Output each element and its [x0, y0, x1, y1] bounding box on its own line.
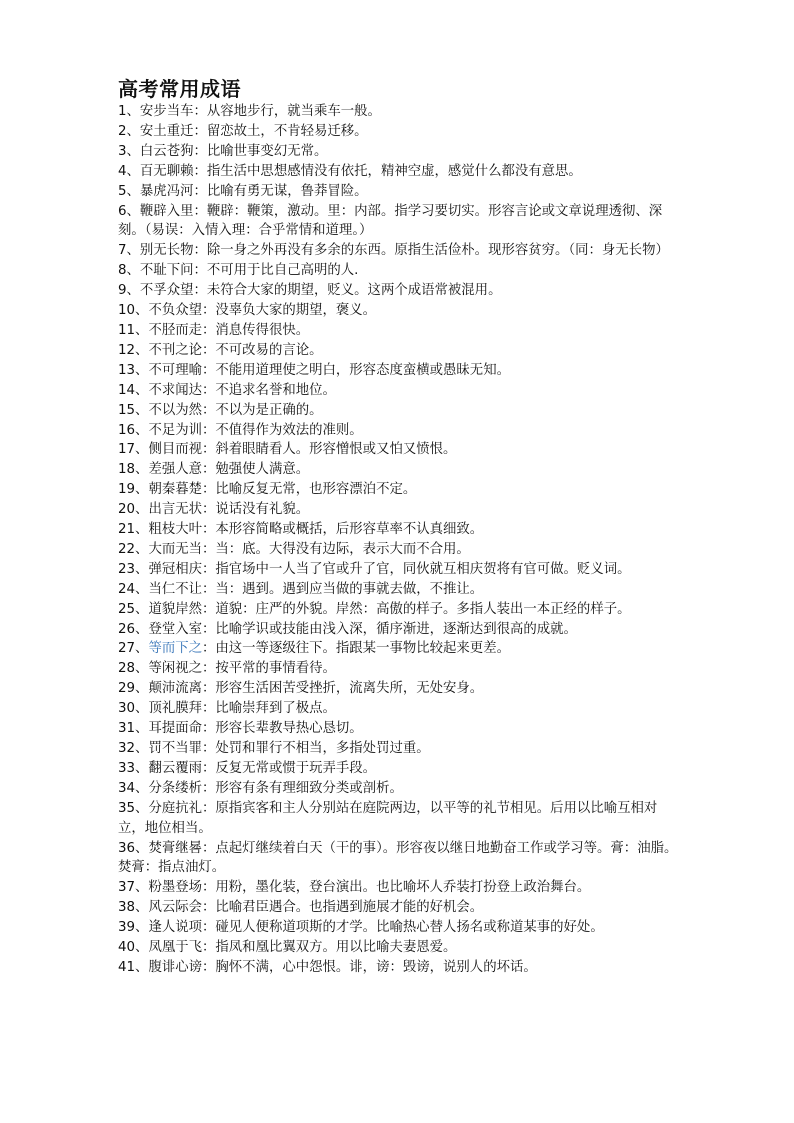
idiom-entry — [118, 918, 678, 938]
idiom-entry — [118, 162, 678, 182]
idiom-entry — [118, 600, 678, 620]
idiom-term: 别无长物 — [139, 243, 194, 259]
idiom-term: 安土重迁 — [139, 123, 194, 139]
entry-separator: ： — [202, 402, 216, 418]
entry-separator: ： — [193, 203, 207, 219]
entry-separator: ： — [202, 362, 216, 378]
idiom-term: 白云苍狗 — [139, 143, 194, 159]
idiom-definition: 不以为是正确的。 — [215, 402, 323, 418]
idiom-entry — [118, 958, 678, 978]
idiom-term: 当仁不让 — [148, 581, 202, 597]
idiom-entry — [118, 759, 678, 779]
idiom-definition: 不能用道理使之明白，形容态度蛮横或愚昧无知。 — [215, 362, 510, 378]
entry-separator: ： — [193, 243, 207, 259]
entry-separator: ： — [202, 940, 216, 956]
entry-separator: ： — [202, 641, 216, 657]
idiom-entry — [118, 898, 678, 918]
idiom-term: 暴虎冯河 — [139, 183, 194, 199]
idiom-term: 安步当车 — [139, 104, 194, 119]
idiom-entry — [118, 421, 678, 441]
idiom-definition: 处罚和罪行不相当，多指处罚过重。 — [215, 741, 430, 756]
entry-number: 2、 — [118, 123, 140, 139]
entry-number: 14、 — [118, 382, 149, 398]
idiom-term: 腹诽心谤 — [148, 959, 202, 975]
idiom-entry — [118, 142, 678, 162]
entry-number: 23、 — [118, 561, 149, 577]
entry-separator: ： — [202, 541, 216, 557]
idiom-entry — [118, 182, 678, 202]
idiom-term: 粗枝大叶 — [148, 522, 202, 538]
idiom-entry — [118, 122, 678, 142]
document-page — [118, 76, 678, 978]
idiom-entry — [118, 480, 678, 500]
idiom-term: 分庭抗礼 — [148, 800, 202, 816]
entry-separator: ： — [202, 522, 216, 538]
idiom-entry — [118, 341, 678, 361]
entry-separator: ： — [202, 800, 216, 816]
entry-number: 6、 — [118, 203, 140, 219]
entry-separator: ： — [202, 780, 216, 796]
entry-number: 25、 — [118, 601, 149, 617]
idiom-term: 百无聊赖 — [139, 163, 194, 179]
idiom-entry — [118, 779, 678, 799]
entry-number: 10、 — [118, 303, 149, 319]
entry-number: 13、 — [118, 362, 149, 378]
idiom-definition: 比喻反复无常，也形容漂泊不定。 — [215, 482, 417, 498]
entry-number: 8、 — [118, 263, 140, 279]
idiom-term: 耳提面命 — [148, 721, 202, 737]
idiom-term: 不负众望 — [148, 303, 202, 319]
idiom-definition: 从容地步行，就当乘车一般。 — [206, 104, 381, 119]
entry-number: 41、 — [118, 959, 149, 975]
idiom-term: 鞭辟入里 — [139, 203, 194, 219]
entry-separator: ： — [202, 422, 216, 438]
idiom-definition: 不可用于比自己高明的人. — [206, 263, 359, 279]
entry-number: 4、 — [118, 163, 140, 179]
idiom-term: 差强人意 — [148, 462, 202, 478]
idiom-definition: 反复无常或惯于玩弄手段。 — [215, 760, 377, 776]
document-title: 高考常用成语 — [118, 77, 241, 101]
idiom-entry — [118, 102, 678, 122]
idiom-definition: 当：底。大得没有边际，表示大而不合用。 — [215, 541, 470, 557]
idiom-definition: 按平常的事情看待。 — [215, 661, 336, 677]
entry-number: 9、 — [118, 283, 140, 299]
entry-separator: ： — [202, 342, 216, 358]
idiom-entry — [118, 719, 678, 739]
entry-separator: ： — [202, 561, 216, 577]
entry-number: 26、 — [118, 621, 149, 637]
entry-number: 17、 — [118, 442, 149, 458]
idiom-definition: 比喻有勇无谋，鲁莽冒险。 — [206, 183, 368, 199]
entry-separator: ： — [202, 880, 216, 896]
entry-number: 16、 — [118, 422, 149, 438]
entry-number: 38、 — [118, 900, 149, 916]
idiom-term: 凤凰于飞 — [148, 940, 202, 956]
idiom-entry — [118, 739, 678, 759]
idiom-definition: 未符合大家的期望，贬义。这两个成语常被混用。 — [206, 283, 502, 299]
idiom-entry — [118, 520, 678, 540]
entry-number: 29、 — [118, 681, 149, 697]
idiom-definition: 当：遇到。遇到应当做的事就去做，不推让。 — [215, 581, 484, 597]
entry-separator: ： — [202, 482, 216, 498]
idiom-entry — [118, 361, 678, 381]
entry-separator: ： — [202, 721, 216, 737]
entry-number: 30、 — [118, 701, 149, 717]
idiom-entry — [118, 620, 678, 640]
idiom-term: 不耻下问 — [139, 263, 194, 279]
entry-number: 5、 — [118, 183, 140, 199]
entry-separator: ： — [202, 959, 216, 975]
idiom-definition: 鞭辟：鞭策，激动。里：内部。指学习要切实。形容言论或文章说理透彻、深刻。（易误：入情入理：合乎常情和道理。） — [118, 203, 663, 239]
idiom-definition: 碰见人便称道项斯的才学。比喻热心替人扬名或称道某事的好处。 — [215, 920, 604, 936]
idiom-definition: 形容生活困苦受挫折，流离失所，无处安身。 — [215, 681, 484, 697]
entry-number: 18、 — [118, 462, 149, 478]
idiom-definition: 除一身之外再没有多余的东西。原指生活俭朴。现形容贫穷。（同：身无长物） — [206, 243, 669, 259]
entry-separator: ： — [202, 462, 216, 478]
idiom-term: 罚不当罪 — [148, 741, 202, 756]
idiom-definition: 留恋故土，不肯轻易迁移。 — [206, 123, 368, 139]
entry-number: 24、 — [118, 581, 149, 597]
idiom-definition: 不追求名誉和地位。 — [215, 382, 336, 398]
idiom-term: 道貌岸然 — [148, 601, 202, 617]
idiom-definition: 不值得作为效法的准则。 — [215, 422, 363, 438]
idiom-entry — [118, 281, 678, 301]
idiom-definition: 形容长辈教导热心恳切。 — [215, 721, 363, 737]
idiom-entry — [118, 440, 678, 460]
idiom-term: 登堂入室 — [148, 621, 202, 637]
idiom-definition: 比喻世事变幻无常。 — [206, 143, 328, 159]
idiom-term: 弹冠相庆 — [148, 561, 202, 577]
idiom-term-link[interactable]: 等而下之 — [148, 641, 202, 657]
idiom-term: 粉墨登场 — [148, 880, 202, 896]
entry-separator: ： — [202, 760, 216, 776]
idiom-entry — [118, 261, 678, 281]
entry-separator: ： — [193, 263, 207, 279]
idiom-entry — [118, 241, 678, 261]
entry-number: 27、 — [118, 641, 149, 657]
idiom-entry — [118, 839, 678, 879]
idiom-definition: 比喻学识或技能由浅入深，循序渐进，逐渐达到很高的成就。 — [215, 621, 577, 637]
entry-number: 3、 — [118, 143, 140, 159]
entry-separator: ： — [202, 741, 216, 756]
idiom-entry — [118, 321, 678, 341]
entry-separator: ： — [202, 900, 216, 916]
idiom-definition: 比喻君臣遇合。也指遇到施展才能的好机会。 — [215, 900, 484, 916]
entry-separator: ： — [202, 840, 216, 856]
entry-number: 12、 — [118, 342, 149, 358]
idiom-entry — [118, 679, 678, 699]
entry-number: 32、 — [118, 741, 149, 756]
idiom-entry — [118, 938, 678, 958]
idiom-entry — [118, 301, 678, 321]
entry-number: 20、 — [118, 502, 149, 518]
idiom-entry — [118, 699, 678, 719]
idiom-term: 不求闻达 — [148, 382, 202, 398]
entry-number: 40、 — [118, 940, 149, 956]
entry-separator: ： — [202, 442, 216, 458]
entry-separator: ： — [202, 581, 216, 597]
entry-separator: ： — [202, 303, 216, 319]
idiom-term: 逢人说项 — [148, 920, 202, 936]
entry-separator: ： — [202, 661, 216, 677]
entry-number: 7、 — [118, 243, 140, 259]
entry-separator: ： — [193, 283, 207, 299]
idiom-term: 等闲视之 — [148, 661, 202, 677]
entry-number: 37、 — [118, 880, 149, 896]
idiom-term: 焚膏继晷 — [148, 840, 202, 856]
entry-separator: ： — [202, 701, 216, 717]
idiom-definition: 说话没有礼貌。 — [215, 502, 310, 518]
entry-separator: ： — [202, 621, 216, 637]
idiom-entry — [118, 202, 678, 242]
entry-number: 1、 — [118, 104, 140, 119]
entry-separator: ： — [193, 163, 207, 179]
idiom-definition: 形容有条有理细致分类或剖析。 — [215, 780, 403, 796]
entry-number: 28、 — [118, 661, 149, 677]
idiom-entry — [118, 659, 678, 679]
idiom-term: 不足为训 — [148, 422, 202, 438]
idiom-term: 不以为然 — [148, 402, 202, 418]
idiom-definition: 指凤和凰比翼双方。用以比喻夫妻恩爱。 — [215, 940, 457, 956]
idiom-definition: 原指宾客和主人分别站在庭院两边，以平等的礼节相见。后用以比喻互相对立，地位相当。 — [118, 800, 658, 836]
idiom-term: 朝秦暮楚 — [148, 482, 202, 498]
idiom-definition: 由这一等逐级往下。指跟某一事物比较起来更差。 — [215, 641, 510, 657]
idiom-definition: 胸怀不满，心中怨恨。诽，谤：毁谤，说别人的坏话。 — [215, 959, 537, 975]
idiom-term: 侧目而视 — [148, 442, 202, 458]
idiom-definition: 点起灯继续着白天（干的事）。形容夜以继日地勤奋工作或学习等。膏：油脂。焚膏：指点油灯。 — [118, 840, 678, 876]
idiom-term: 翻云覆雨 — [148, 760, 202, 776]
entry-number: 11、 — [118, 322, 149, 338]
entry-number: 21、 — [118, 522, 149, 538]
idiom-definition: 指生活中思想感情没有依托，精神空虚，感觉什么都没有意思。 — [206, 163, 582, 179]
idiom-definition: 消息传得很快。 — [215, 322, 310, 338]
entry-number: 34、 — [118, 780, 149, 796]
idiom-definition: 道貌：庄严的外貌。岸然：高傲的样子。多指人装出一本正经的样子。 — [215, 601, 631, 617]
idiom-definition: 指官场中一人当了官或升了官，同伙就互相庆贺将有官可做。贬义词。 — [215, 561, 631, 577]
idiom-definition: 勉强使人满意。 — [215, 462, 310, 478]
idiom-term: 大而无当 — [148, 541, 202, 557]
idiom-entry — [118, 878, 678, 898]
idiom-definition: 不可改易的言论。 — [215, 342, 323, 358]
entry-separator: ： — [193, 123, 207, 139]
entry-number: 19、 — [118, 482, 149, 498]
idiom-definition: 斜着眼睛看人。形容憎恨或又怕又愤恨。 — [215, 442, 457, 458]
idiom-definition: 本形容简略或概括，后形容草率不认真细致。 — [215, 522, 484, 538]
entry-number: 39、 — [118, 920, 149, 936]
idiom-entry — [118, 540, 678, 560]
idiom-term: 风云际会 — [148, 900, 202, 916]
idiom-entry — [118, 580, 678, 600]
entry-separator: ： — [202, 322, 216, 338]
idiom-list — [118, 102, 678, 978]
idiom-term: 不胫而走 — [148, 322, 202, 338]
entry-separator: ： — [202, 920, 216, 936]
idiom-entry — [118, 460, 678, 480]
idiom-entry — [118, 799, 678, 839]
idiom-term: 出言无状 — [148, 502, 202, 518]
idiom-term: 不刊之论 — [148, 342, 202, 358]
idiom-entry — [118, 560, 678, 580]
entry-number: 36、 — [118, 840, 149, 856]
idiom-entry — [118, 500, 678, 520]
entry-number: 35、 — [118, 800, 149, 816]
idiom-term: 分条缕析 — [148, 780, 202, 796]
idiom-term: 颠沛流离 — [148, 681, 202, 697]
entry-separator: ： — [193, 183, 207, 199]
idiom-term: 不孚众望 — [139, 283, 194, 299]
idiom-definition: 比喻崇拜到了极点。 — [215, 701, 336, 717]
entry-number: 31、 — [118, 721, 149, 737]
idiom-definition: 没辜负大家的期望，褒义。 — [215, 303, 377, 319]
entry-number: 22、 — [118, 541, 149, 557]
idiom-entry — [118, 401, 678, 421]
idiom-entry — [118, 381, 678, 401]
idiom-term: 顶礼膜拜 — [148, 701, 202, 717]
idiom-entry — [118, 639, 678, 659]
idiom-term: 不可理喻 — [148, 362, 202, 378]
entry-separator: ： — [202, 502, 216, 518]
entry-separator: ： — [202, 681, 216, 697]
entry-number: 33、 — [118, 760, 149, 776]
entry-number: 15、 — [118, 402, 149, 418]
entry-separator: ： — [202, 601, 216, 617]
entry-separator: ： — [193, 104, 207, 119]
idiom-definition: 用粉，墨化装，登台演出。也比喻坏人乔装打扮登上政治舞台。 — [215, 880, 591, 896]
entry-separator: ： — [193, 143, 207, 159]
entry-separator: ： — [202, 382, 216, 398]
